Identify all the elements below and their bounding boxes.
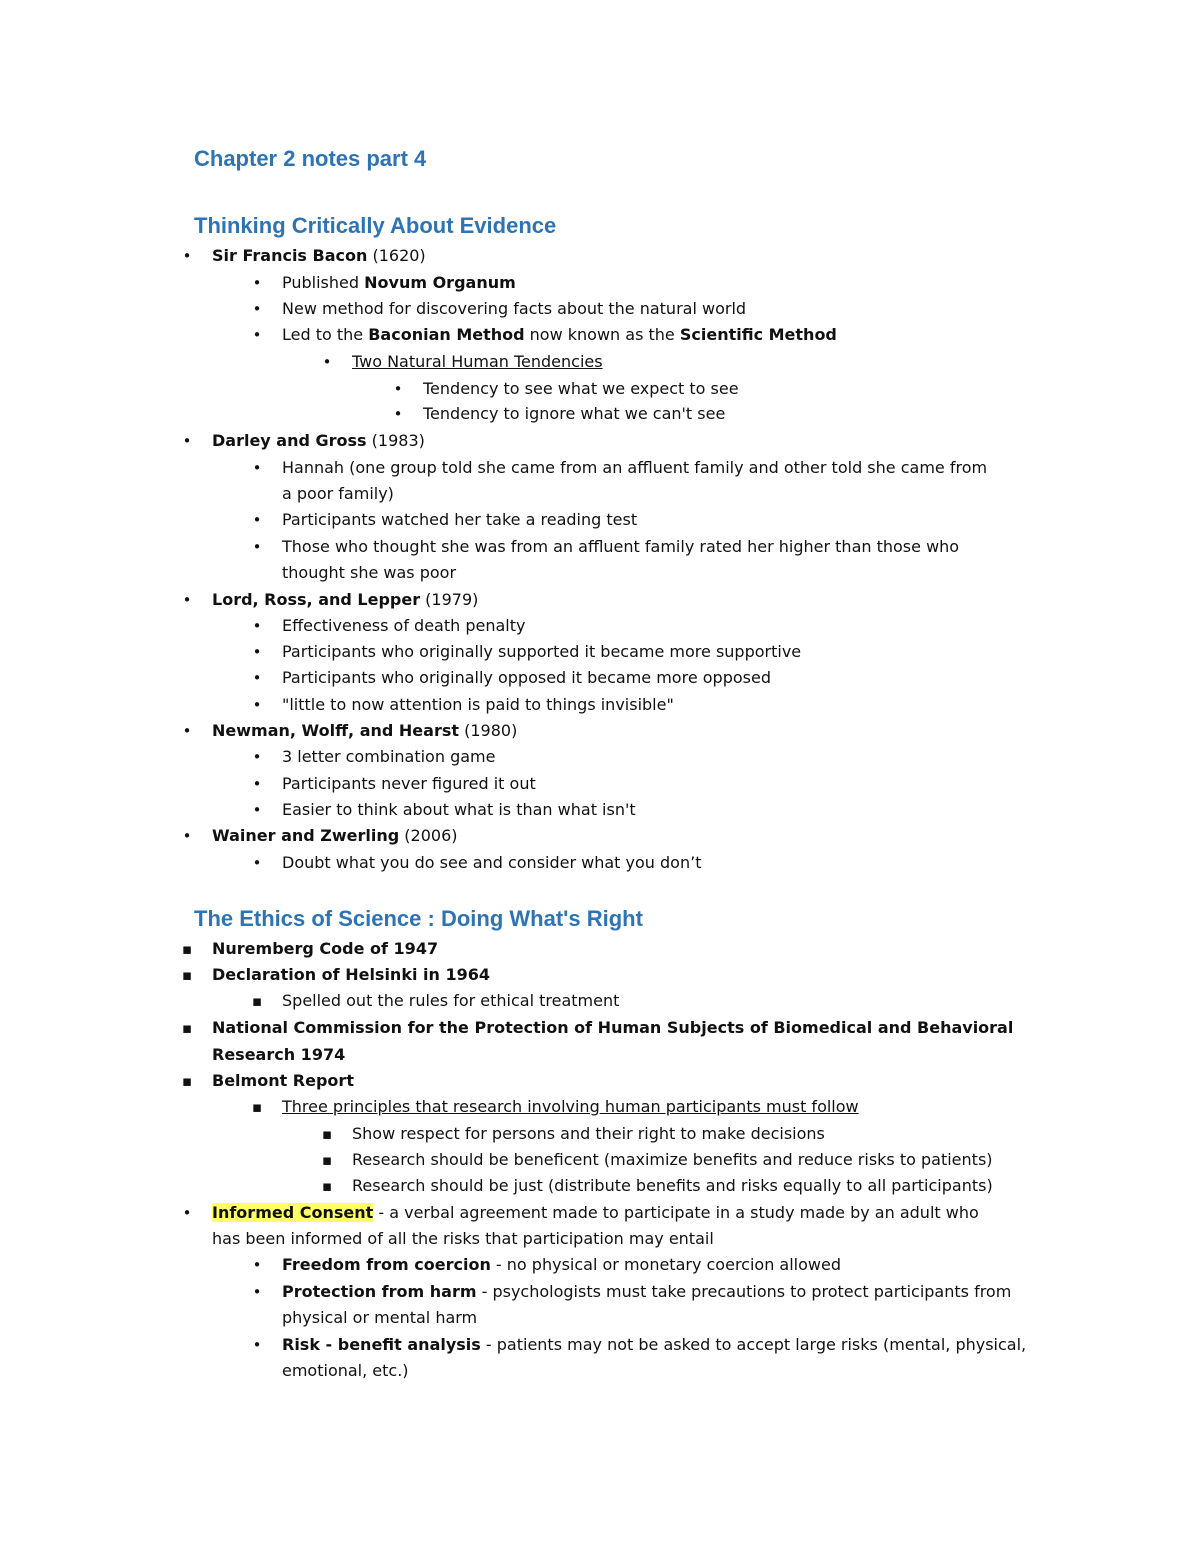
bullet-square-icon: ▪	[321, 1151, 333, 1169]
bullet-square-icon: ▪	[181, 1019, 193, 1037]
list-item-continuation: Research 1974	[212, 1045, 346, 1064]
list-item: • Participants who originally opposed it became more opposed	[282, 665, 771, 691]
list-item-belmont: ▪ Belmont Report	[212, 1068, 354, 1094]
bullet-square-icon: ▪	[251, 1098, 263, 1116]
list-item: ▪ Show respect for persons and their right to make decisions	[352, 1121, 825, 1147]
list-item-darley: • Darley and Gross (1983)	[212, 428, 425, 454]
list-item-wainer: • Wainer and Zwerling (2006)	[212, 823, 458, 849]
section-heading-ethics: The Ethics of Science : Doing What's Right	[194, 906, 643, 931]
list-item: ▪ Three principles that research involving human participants must follow	[282, 1094, 859, 1120]
bullet-icon: •	[393, 405, 403, 423]
bullet-icon: •	[182, 722, 192, 740]
section-heading-evidence: Thinking Critically About Evidence	[194, 213, 557, 238]
list-item-nuremberg: ▪ Nuremberg Code of 1947	[212, 936, 438, 962]
list-item: • Those who thought she was from an affluent family rated her higher than those who	[282, 534, 959, 560]
bullet-square-icon: ▪	[181, 1072, 193, 1090]
list-item-commission: ▪ National Commission for the Protection of Human Subjects of Biomedical and Behavioral	[212, 1015, 1013, 1041]
list-item: • Two Natural Human Tendencies	[352, 349, 603, 375]
bullet-icon: •	[252, 617, 262, 635]
list-item-informed-consent: • Informed Consent - a verbal agreement made to participate in a study made by an adult who	[212, 1200, 979, 1226]
bullet-icon: •	[252, 775, 262, 793]
list-item: • Participants never figured it out	[282, 771, 536, 797]
bullet-square-icon: ▪	[181, 966, 193, 984]
bullet-square-icon: ▪	[321, 1125, 333, 1143]
bullet-icon: •	[252, 1283, 262, 1301]
list-item-continuation: physical or mental harm	[282, 1308, 478, 1327]
list-item-continuation: a poor family)	[282, 484, 394, 503]
bullet-icon: •	[252, 696, 262, 714]
bullet-square-icon: ▪	[181, 940, 193, 958]
bullet-icon: •	[393, 380, 403, 398]
bullet-icon: •	[252, 669, 262, 687]
bullet-icon: •	[252, 326, 262, 344]
list-item: • Tendency to see what we expect to see	[423, 376, 739, 402]
bullet-square-icon: ▪	[321, 1177, 333, 1195]
list-item: • Easier to think about what is than what isn't	[282, 797, 636, 823]
list-item: • Risk - benefit analysis - patients may not be asked to accept large risks (mental, physical,	[282, 1332, 1026, 1358]
bullet-icon: •	[182, 432, 192, 450]
list-item-lord: • Lord, Ross, and Lepper (1979)	[212, 587, 478, 613]
bullet-icon: •	[252, 300, 262, 318]
list-item: • Participants watched her take a reading test	[282, 507, 637, 533]
bullet-icon: •	[252, 1336, 262, 1354]
list-item: • 3 letter combination game	[282, 744, 495, 770]
list-item: • Published Novum Organum	[282, 270, 516, 296]
list-item: • Protection from harm - psychologists must take precautions to protect participants from	[282, 1279, 1011, 1305]
list-item: ▪ Research should be beneficent (maximize benefits and reduce risks to patients)	[352, 1147, 993, 1173]
list-item-continuation: thought she was poor	[282, 563, 457, 582]
list-item-helsinki: ▪ Declaration of Helsinki in 1964	[212, 962, 490, 988]
list-item-continuation: has been informed of all the risks that participation may entail	[212, 1229, 714, 1248]
bullet-icon: •	[252, 748, 262, 766]
list-item: • Tendency to ignore what we can't see	[423, 401, 725, 427]
bullet-icon: •	[182, 591, 192, 609]
highlighted-term: Informed Consent	[212, 1203, 374, 1222]
list-item: • New method for discovering facts about the natural world	[282, 296, 746, 322]
bullet-icon: •	[252, 538, 262, 556]
bullet-icon: •	[252, 854, 262, 872]
bullet-icon: •	[182, 1204, 192, 1222]
bullet-square-icon: ▪	[251, 992, 263, 1010]
list-item-newman: • Newman, Wolff, and Hearst (1980)	[212, 718, 517, 744]
list-item: • Doubt what you do see and consider what you don’t	[282, 850, 701, 876]
bullet-icon: •	[322, 353, 332, 371]
bullet-icon: •	[252, 459, 262, 477]
list-item-bacon: • Sir Francis Bacon (1620)	[212, 243, 426, 269]
bullet-icon: •	[252, 1256, 262, 1274]
list-item: ▪ Spelled out the rules for ethical treatment	[282, 988, 619, 1014]
bullet-icon: •	[252, 643, 262, 661]
list-item: • "little to now attention is paid to things invisible"	[282, 692, 674, 718]
bullet-icon: •	[252, 801, 262, 819]
bullet-icon: •	[252, 274, 262, 292]
list-item-continuation: emotional, etc.)	[282, 1361, 409, 1380]
list-item: • Freedom from coercion - no physical or monetary coercion allowed	[282, 1252, 841, 1278]
list-item: • Effectiveness of death penalty	[282, 613, 526, 639]
list-item: • Participants who originally supported it became more supportive	[282, 639, 801, 665]
list-item: • Led to the Baconian Method now known as the Scientific Method	[282, 322, 837, 348]
list-item: • Hannah (one group told she came from an affluent family and other told she came from	[282, 455, 987, 481]
bullet-icon: •	[182, 247, 192, 265]
page-title: Chapter 2 notes part 4	[194, 146, 427, 171]
bullet-icon: •	[182, 827, 192, 845]
bullet-icon: •	[252, 511, 262, 529]
list-item: ▪ Research should be just (distribute benefits and risks equally to all participants)	[352, 1173, 993, 1199]
